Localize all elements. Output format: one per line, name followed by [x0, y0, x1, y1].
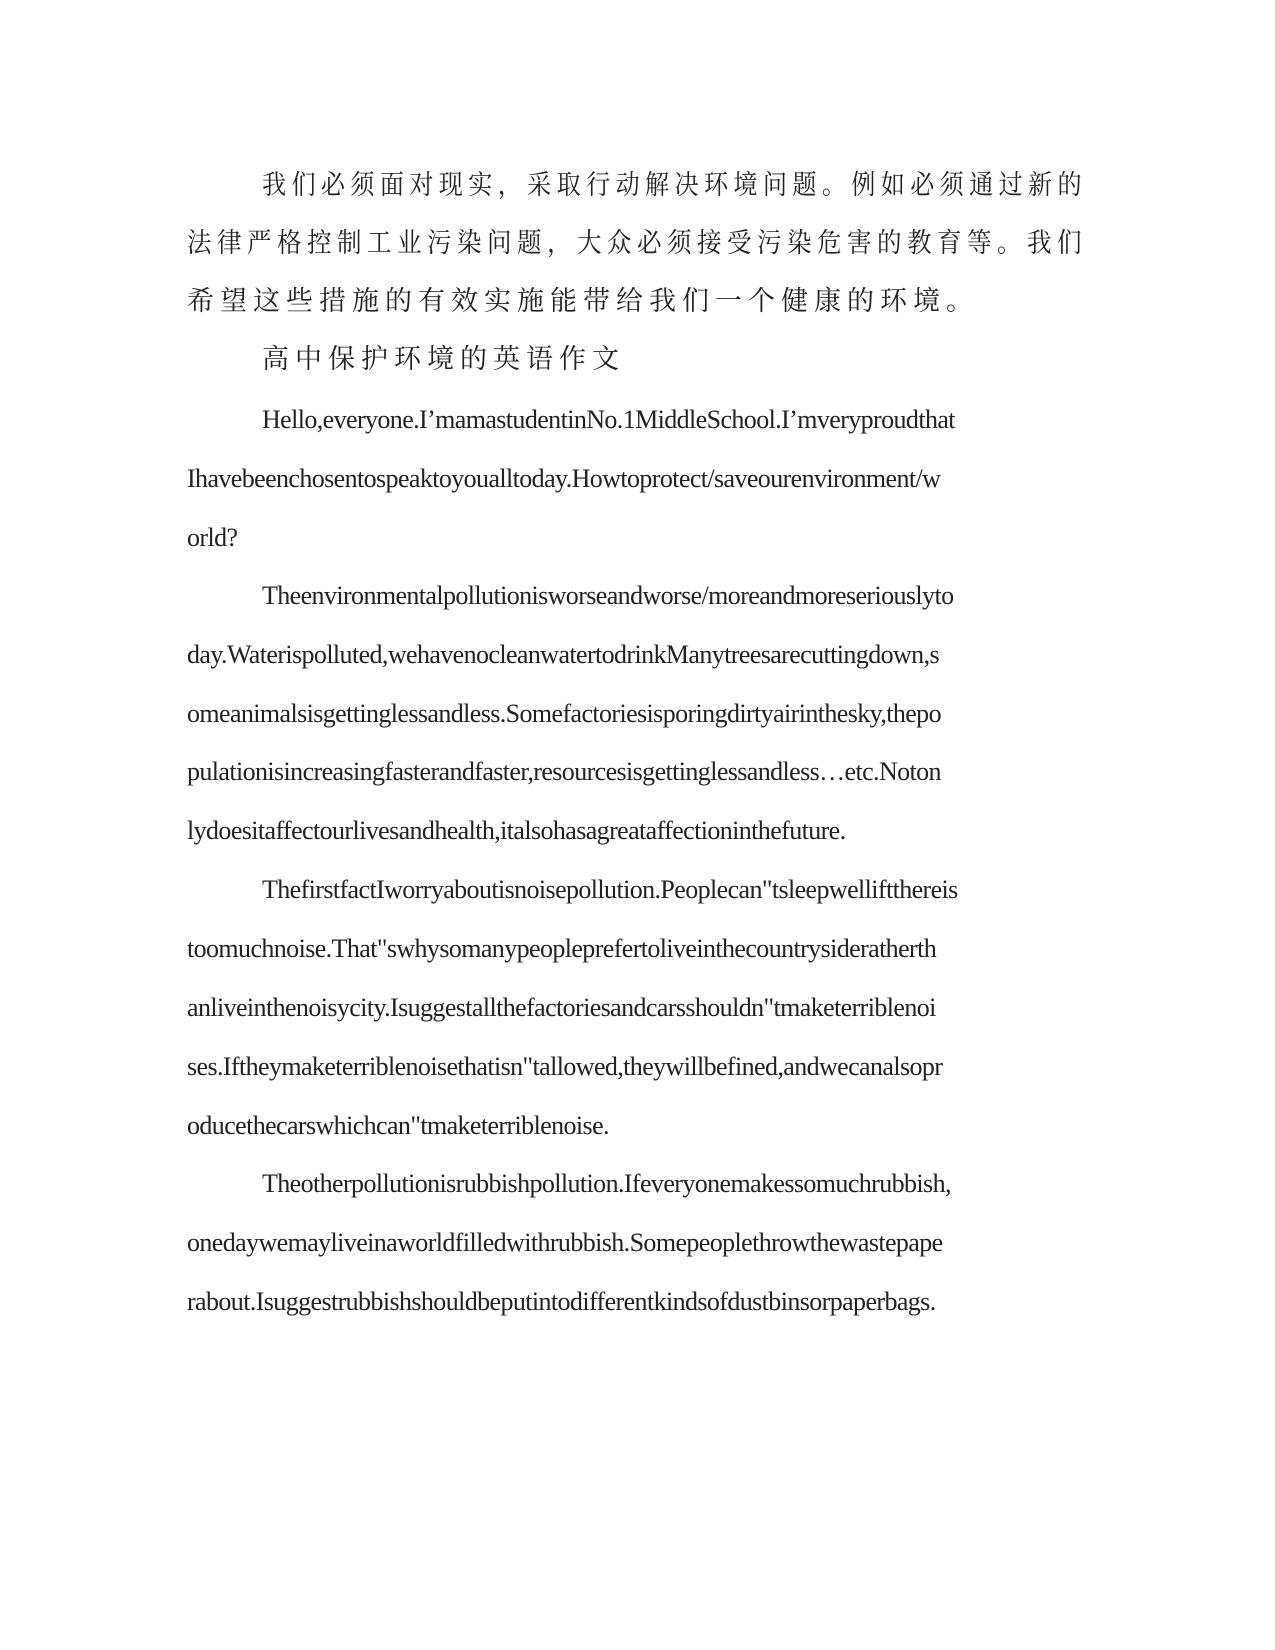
paragraph-line: Ihavebeenchosentospeaktoyoualltoday.Howtoprotect/saveourenvironment/w [187, 464, 941, 493]
paragraph-line: omeanimalsisgettinglessandless.Somefactoriesisporingdirtyairinthesky,thepo [187, 699, 941, 728]
paragraph-line: ThefirstfactIworryaboutisnoisepollution.Peoplecan"tsleepwelliftthereis [262, 875, 958, 904]
paragraph-line: day.Waterispolluted,wehavenocleanwatertodrinkManytreesarecuttingdown,s [187, 640, 939, 669]
paragraph-line: 希望这些措施的有效实施能带给我们一个健康的环境。 [187, 286, 979, 317]
paragraph-line: Theotherpollutionisrubbishpollution.Ifeveryonemakessomuchrubbish, [262, 1169, 951, 1198]
paragraph-line: rabout.Isuggestrubbishshouldbeputintodifferentkindsofdustbinsorpaperbags. [187, 1287, 936, 1316]
paragraph-line: 我们必须面对现实，采取行动解决环境问题。例如必须通过新的 [262, 170, 1087, 201]
essay-title: 高中保护环境的英语作文 [262, 344, 625, 375]
paragraph-line: anliveinthenoisycity.Isuggestallthefactoriesandcarsshouldn"tmaketerriblenoi [187, 993, 936, 1022]
paragraph-line: oducethecarswhichcan"tmaketerriblenoise. [187, 1111, 609, 1140]
paragraph-line: orld? [187, 523, 238, 552]
paragraph-line: onedaywemayliveinaworldfilledwithrubbish.Somepeoplethrowthewastepape [187, 1228, 943, 1257]
paragraph-line: ses.Iftheymaketerriblenoisethatisn"tallowed,theywillbefined,andwecanalsopr [187, 1052, 943, 1081]
paragraph-line: toomuchnoise.That"swhysomanypeopleprefertoliveinthecountrysideratherth [187, 934, 937, 963]
paragraph-line: 法律严格控制工业污染问题，大众必须接受污染危害的教育等。我们 [187, 228, 1087, 259]
paragraph-line: Hello,everyone.I’mamastudentinNo.1MiddleSchool.I’mveryproudthat [262, 405, 955, 434]
paragraph-line: lydoesitaffectourlivesandhealth,italsohasagreataffectioninthefuture. [187, 816, 846, 845]
paragraph-line: pulationisincreasingfasterandfaster,resourcesisgettinglessandless…etc.Noton [187, 757, 941, 786]
paragraph-line: Theenvironmentalpollutionisworseandworse/moreandmoreseriouslyto [262, 581, 954, 610]
